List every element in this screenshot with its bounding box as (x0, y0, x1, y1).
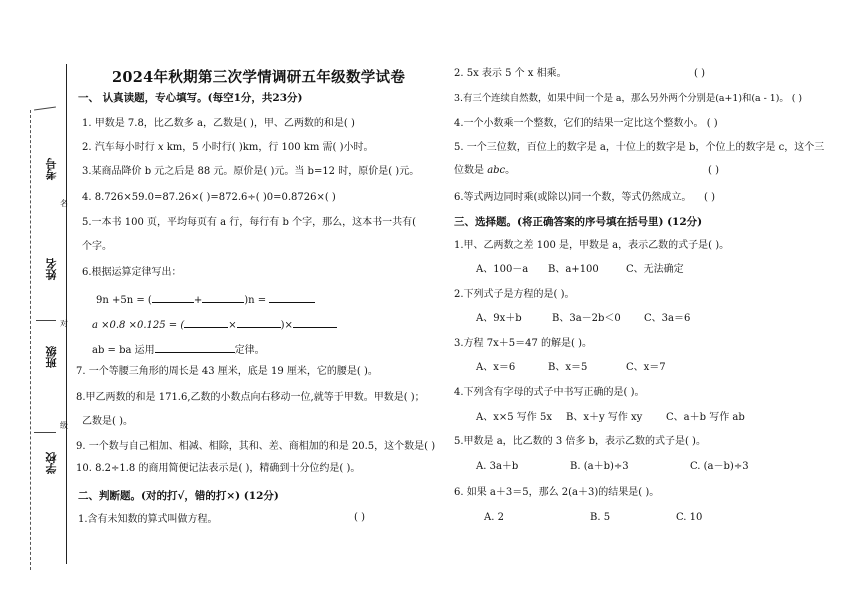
scan-mark (34, 106, 56, 110)
scan-mark (36, 320, 56, 321)
choice-6-option-c: C. 10 (676, 512, 703, 523)
page-title: 2024年秋期第三次学情调研五年级数学试卷 (112, 69, 406, 86)
choice-2: 2.下列式子是方程的是( )。 (454, 289, 575, 300)
question-1-10: 10. 8.2÷1.8 的商用简便记法表示是( )，精确到十分位约是( )。 (76, 463, 361, 474)
choice-1: 1.甲、乙两数之差 100 是，甲数是 a，表示乙数的式子是( )。 (454, 240, 730, 251)
choice-4-option-b: B、x＋y 写作 xy (566, 412, 643, 423)
judge-5-cont: 位数是 abc。 (454, 165, 516, 176)
section-3-heading: 三、选择题。(将正确答案的序号填在括号里) (12分) (454, 216, 703, 228)
section-2-heading: 二、判断题。(对的打√，错的打×) (12分) (78, 490, 279, 502)
question-1-9: 9. 一个数与自己相加、相减、相除，其和、差、商相加的和是 20.5，这个数是( ) (76, 441, 436, 452)
judge-1-answer: ( ) (354, 512, 365, 523)
question-1-6: 6.根据运算定律写出： (82, 267, 182, 278)
judge-6: 6.等式两边同时乘(或除以)同一个数，等式仍然成立。 (454, 192, 692, 203)
binding-dashed-line (30, 110, 31, 570)
question-1-4: 4. 8.726×59.0=87.26×( )=872.6÷( )0=0.8726×( ) (82, 192, 336, 203)
choice-6-option-a: A. 2 (484, 512, 504, 523)
choice-4-option-c: C、a＋b 写作 ab (666, 412, 745, 423)
choice-5-option-b: B. (a＋b)÷3 (570, 461, 629, 472)
judge-2-answer: ( ) (694, 68, 705, 79)
judge-3: 3.有三个连续自然数，如果中间一个是 a，那么另外两个分别是(a+1)和(a - 1)。 ( ) (454, 93, 803, 104)
judge-5: 5. 一个三位数，百位上的数字是 a，十位上的数字是 b，个位上的数字是 c，这个三 (454, 142, 825, 153)
choice-2-option-a: A、9x＋b (476, 313, 522, 324)
question-1-6-c: ab = ba 运用 定律。 (92, 342, 265, 357)
question-1-5-cont: 个字。 (82, 241, 112, 252)
choice-6: 6. 如果 a＋3＝5，那么 2(a＋3)的结果是( )。 (454, 487, 660, 498)
binding-line (66, 64, 67, 564)
choice-5-option-a: A. 3a＋b (476, 461, 519, 472)
question-1-7: 7. 一个等腰三角形的周长是 43 厘米，底是 19 厘米，它的腰是( )。 (76, 366, 378, 377)
judge-6-answer: ( ) (704, 192, 715, 203)
choice-2-option-c: C、3a＝6 (644, 313, 691, 324)
margin-glyph: 级 (60, 421, 68, 430)
judge-1: 1.含有未知数的算式叫做方程。 (78, 514, 218, 525)
choice-3-option-c: C、x＝7 (626, 362, 666, 373)
choice-5-option-c: C. (a－b)÷3 (690, 461, 749, 472)
choice-4: 4.下列含有字母的式子中书写正确的是( )。 (454, 387, 645, 398)
choice-5: 5.甲数是 a，比乙数的 3 倍多 b，表示乙数的式子是( )。 (454, 436, 706, 447)
choice-3: 3.方程 7x＋5＝47 的解是( )。 (454, 338, 592, 349)
choice-2-option-b: B、3a－2b＜0 (552, 313, 621, 324)
question-1-8: 8.甲乙两数的和是 171.6,乙数的小数点向右移动一位,就等于甲数。甲数是( )； (76, 392, 425, 403)
question-1-1: 1. 甲数是 7.8，比乙数多 a，乙数是( )，甲、乙两数的和是( ) (82, 118, 355, 129)
question-1-3: 3.某商品降价 b 元之后是 88 元。原价是( )元。当 b=12 时，原价是( )元。 (82, 166, 420, 177)
choice-4-option-a: A、x×5 写作 5x (476, 412, 552, 423)
choice-6-option-b: B. 5 (590, 512, 611, 523)
section-1-heading: 一、 认真读题，专心填写。(每空1分，共23分) (78, 92, 303, 104)
question-1-5: 5.一本书 100 页，平均每页有 a 行，每行有 b 个字，那么，这本书一共有( (82, 217, 416, 228)
question-1-6-a: 9n +5n = ( + )n = (96, 292, 315, 307)
choice-3-option-b: B、x＝5 (548, 362, 588, 373)
exam-number-label: 考号 (45, 158, 58, 180)
question-1-8-cont: 乙数是( )。 (82, 416, 133, 427)
question-1-2: 2. 汽车每小时行 x km，5 小时行( )km，行 100 km 需( )小时。 (82, 142, 374, 153)
margin-glyph: 名 (60, 199, 68, 208)
margin-glyph: 对 (60, 319, 68, 328)
judge-5-answer: ( ) (708, 165, 719, 176)
choice-3-option-a: A、x＝6 (476, 362, 516, 373)
choice-1-option-b: B、a+100 (548, 264, 599, 275)
class-label: 班级 (45, 346, 58, 368)
choice-1-option-a: A、100－a (476, 264, 529, 275)
judge-2: 2. 5x 表示 5 个 x 相乘。 (454, 68, 567, 79)
question-1-6-b: a ×0.8 ×0.125 = ( × )× (92, 317, 337, 332)
judge-4: 4.一个小数乘一个整数，它们的结果一定比这个整数小。 ( ) (454, 118, 718, 129)
school-label: 学校 (45, 452, 58, 474)
choice-1-option-c: C、无法确定 (626, 264, 684, 275)
scan-mark (34, 432, 56, 433)
name-label: 姓名 (45, 258, 58, 280)
